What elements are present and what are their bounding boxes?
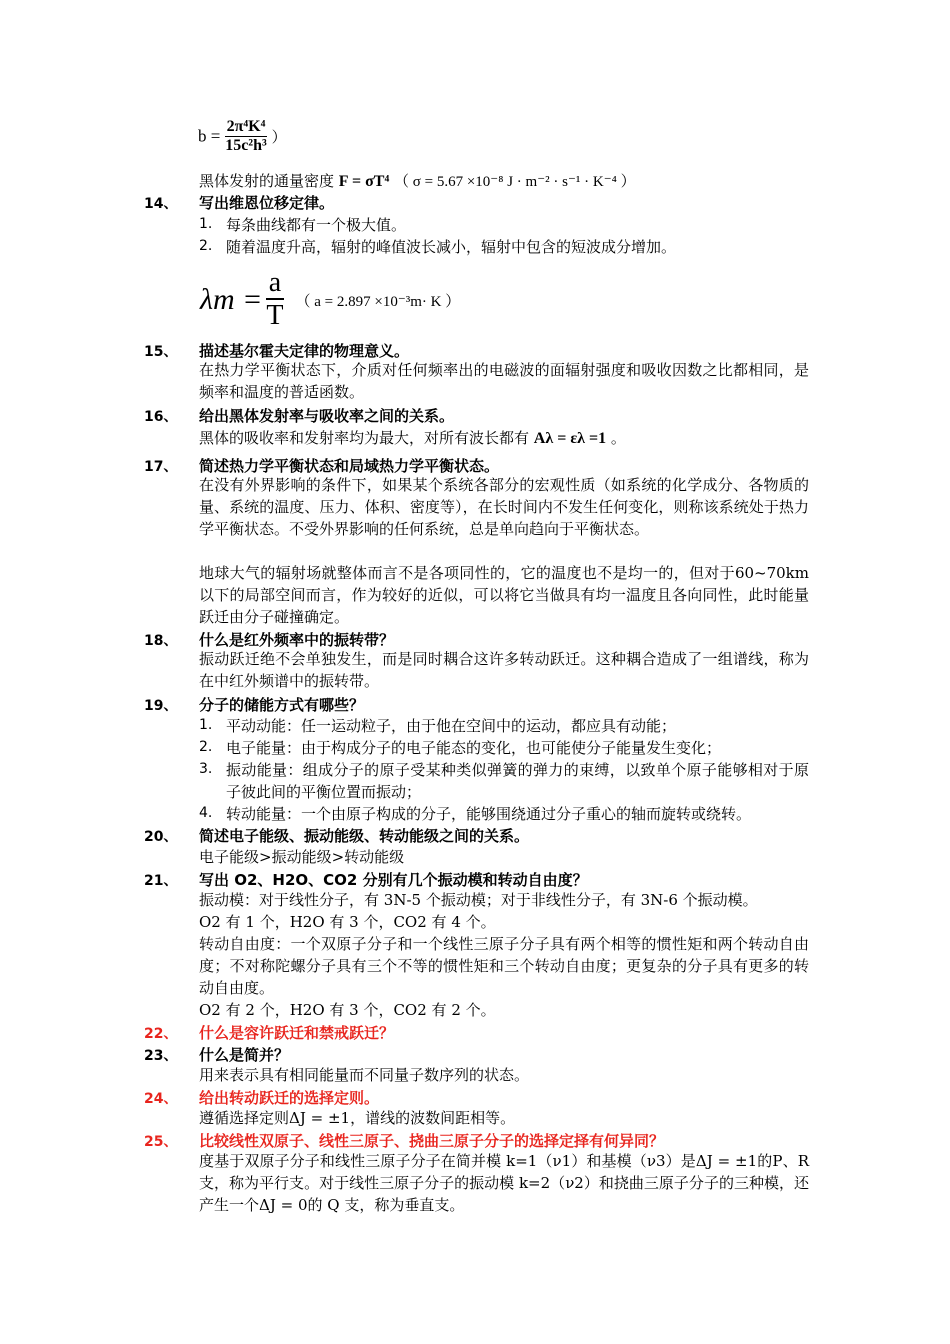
question-text: 什么是红外频率中的振转带？ <box>199 631 395 649</box>
list-number: 1. <box>199 216 213 232</box>
answer-text-2: O2 有 1 个，H2O 有 3 个，CO2 有 4 个。 <box>199 913 496 931</box>
flux-text: 黑体发射的通量密度 <box>199 172 335 190</box>
list-number: 3. <box>199 761 213 777</box>
item-number: 24、 <box>144 1091 178 1107</box>
answer-end: 。 <box>610 429 626 447</box>
item-number: 17、 <box>144 459 178 475</box>
list-item: 振动能量：组成分子的原子受某种类似弹簧的弹力的束缚，以致单个原子能够相对于原子彼此间的平衡位置而振动； <box>226 761 809 801</box>
question-text: 简述电子能级、振动能级、转动能级之间的关系。 <box>199 827 530 845</box>
formula-wien-denominator: T <box>266 300 284 331</box>
flux-constant: （ σ = 5.67 ×10⁻⁸ J · m⁻² · s⁻¹ · K⁻⁴ ） <box>394 174 636 190</box>
answer-text: 振动模：对于线性分子，有 3N-5 个振动模；对于非线性分子，有 3N-6 个振动模。 <box>199 891 758 909</box>
question-text: 比较线性双原子、线性三原子、挠曲三原子分子的选择定择有何异同？ <box>199 1132 665 1150</box>
question-text: 描述基尔霍夫定律的物理意义。 <box>199 342 410 360</box>
formula-b-denominator: 15c²h³ <box>225 137 267 154</box>
answer-text: 电子能级>振动能级>转动能级 <box>199 848 405 866</box>
item-number: 25、 <box>144 1134 178 1150</box>
list-item: 转动能量：一个由原子构成的分子，能够围绕通过分子重心的轴而旋转或绕转。 <box>226 805 752 823</box>
list-number: 1. <box>199 717 213 733</box>
item-number: 19、 <box>144 698 178 714</box>
list-item: 电子能量：由于构成分子的电子能态的变化，也可能使分子能量发生变化； <box>226 739 722 757</box>
list-number: 2. <box>199 238 213 254</box>
list-item: 随着温度升高，辐射的峰值波长减小，辐射中包含的短波成分增加。 <box>226 238 677 256</box>
question-text: 给出黑体发射率与吸收率之间的关系。 <box>199 407 455 425</box>
item-number: 18、 <box>144 633 178 649</box>
item-number: 23、 <box>144 1048 178 1064</box>
answer-text-2: 地球大气的辐射场就整体而言不是各项同性的，它的温度也不是均一的，但对于60~70km 以下的局部空间而言，作为较好的近似，可以将它当做具有均一温度且各向同性，此时能量跃迁由分子碰撞确定。 <box>199 564 809 626</box>
answer-text: 在没有外界影响的条件下，如果某个系统各部分的宏观性质（如系统的化学成分、各物质的量、系统的温度、压力、体积、密度等），在长时间内不发生任何变化，则称该系统处于热力学平衡状态。不受外界影响的任何系统，总是单向趋向于平衡状态。 <box>199 476 809 538</box>
formula-wien-lhs: λm = <box>200 283 263 316</box>
formula-wien-fraction <box>266 268 283 332</box>
item-number: 14、 <box>144 196 178 212</box>
answer-text: 度基于双原子分子和线性三原子分子在简并模 k=1（ν1）和基模（ν3）是ΔJ = ±1的P、R 支，称为平行支。对于线性三原子分子的振动模 k=2（ν2）和挠曲三原子分子的三种模，还产生一个ΔJ = 0的 Q 支，称为垂直支。 <box>199 1152 809 1214</box>
question-text: 什么是简并？ <box>199 1046 290 1064</box>
question-text: 写出 O2、H2O、CO2 分别有几个振动模和转动自由度？ <box>199 871 588 889</box>
question-text: 写出维恩位移定律。 <box>199 194 335 212</box>
formula-b-lhs: b = <box>198 126 221 146</box>
item-number: 22、 <box>144 1026 178 1042</box>
formula-wien-numerator: a <box>266 268 283 300</box>
answer-formula: Aλ = ελ =1 <box>533 430 607 447</box>
formula-b-fraction <box>225 118 268 155</box>
item-number: 15、 <box>144 344 178 360</box>
question-text: 简述热力学平衡状态和局域热力学平衡状态。 <box>199 457 500 475</box>
answer-text: 在热力学平衡状态下，介质对任何频率出的电磁波的面辐射强度和吸收因数之比都相同，是频率和温度的普适函数。 <box>199 361 809 401</box>
list-number: 2. <box>199 739 213 755</box>
item-number: 20、 <box>144 829 178 845</box>
list-item: 平动动能：任一运动粒子，由于他在空间中的运动，都应具有动能； <box>226 717 677 735</box>
formula-b-close: ） <box>271 130 287 146</box>
answer-line <box>199 427 626 450</box>
formula-b-numerator: 2π⁴K⁴ <box>226 118 266 135</box>
flux-line <box>199 170 636 193</box>
answer-text: 遵循选择定则ΔJ = ±1，谱线的波数间距相等。 <box>199 1109 516 1127</box>
question-text: 分子的储能方式有哪些？ <box>199 696 365 714</box>
question-text: 什么是容许跃迁和禁戒跃迁？ <box>199 1024 395 1042</box>
formula-wien <box>200 268 460 332</box>
answer-text-4: O2 有 2 个，H2O 有 3 个，CO2 有 2 个。 <box>199 1001 496 1019</box>
answer-text: 黑体的吸收率和发射率均为最大，对所有波长都有 <box>199 429 530 447</box>
formula-wien-constant: （ a = 2.897 ×10⁻³m· K ） <box>295 293 461 310</box>
question-text: 给出转动跃迁的选择定则。 <box>199 1089 380 1107</box>
flux-formula: F = σT⁴ <box>338 173 390 190</box>
list-item: 每条曲线都有一个极大值。 <box>226 216 407 234</box>
item-number: 21、 <box>144 873 178 889</box>
formula-b <box>198 118 287 155</box>
list-number: 4. <box>199 805 213 821</box>
answer-text: 振动跃迁绝不会单独发生，而是同时耦合这许多转动跃迁。这种耦合造成了一组谱线，称为在中红外频谱中的振转带。 <box>199 650 809 690</box>
answer-text: 用来表示具有相同能量而不同量子数序列的状态。 <box>199 1066 530 1084</box>
item-number: 16、 <box>144 409 178 425</box>
answer-text-3: 转动自由度：一个双原子分子和一个线性三原子分子具有两个相等的惯性矩和两个转动自由度；不对称陀螺分子具有三个不等的惯性矩和三个转动自由度；更复杂的分子具有更多的转动自由度。 <box>199 935 809 997</box>
